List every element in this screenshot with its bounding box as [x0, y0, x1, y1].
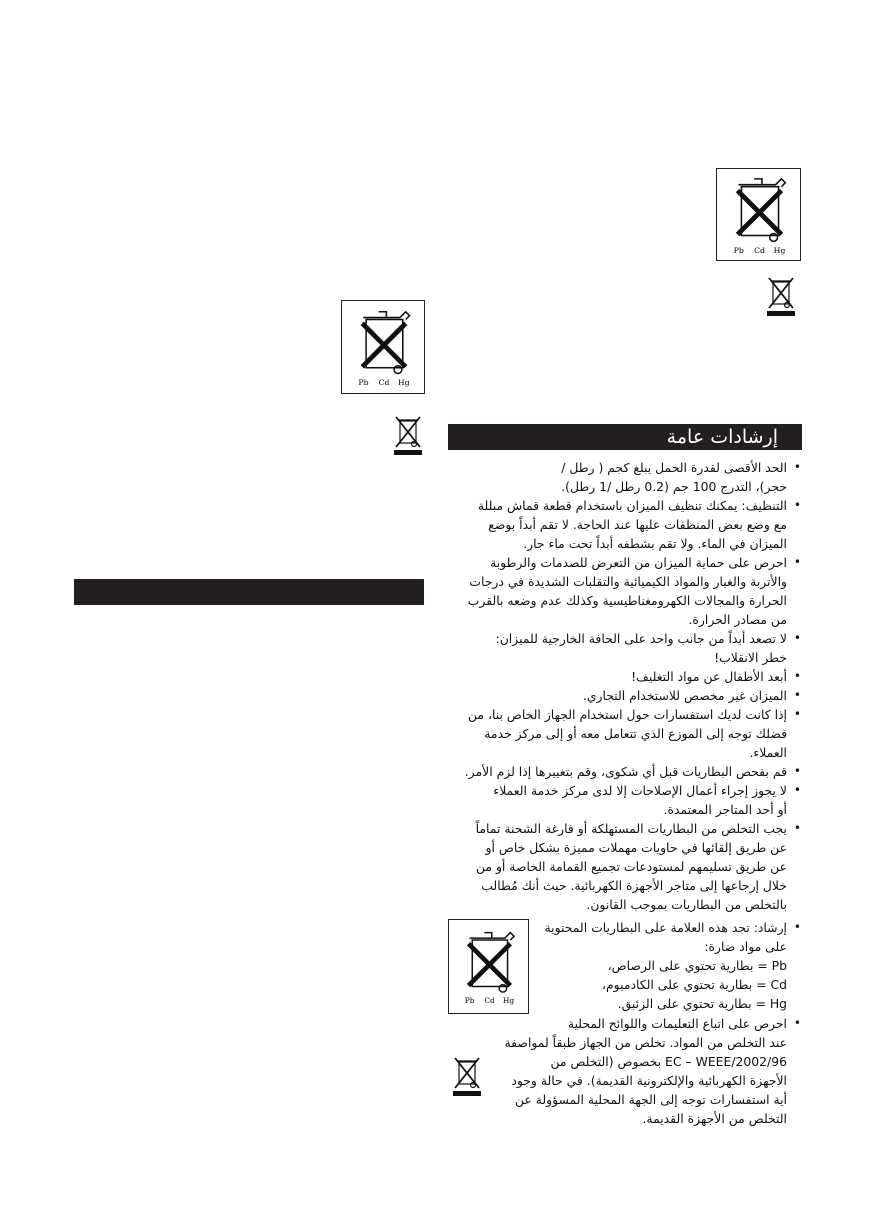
pb-label: Pb	[464, 996, 475, 1006]
list-item: • إرشاد: تجد هذه العلامة على البطاريات المحتوية على مواد ضارة: Pb = بطارية تحتوي على الرصاص، Cd = بطارية تحتوي على الكادميوم، Hg = بطارية تحتوي على الزئبق.	[535, 918, 801, 1013]
list-item: • الميزان غير مخصص للاستخدام التجاري.	[455, 686, 801, 705]
left-section-bar	[74, 579, 424, 605]
battery-note	[535, 918, 801, 1013]
battery-disposal-symbol-left	[341, 300, 425, 394]
cd-label: Cd	[378, 378, 390, 388]
weee-symbol-top	[766, 275, 796, 317]
list-item: • التنظيف: يمكنك تنظيف الميزان باستخدام قطعة قماش مبللة مع وضع بعض المنظفات عليها عند الحاجة. لا تقم أبداً بوضع الميزان في الماء. ولا تقم بشطفه أبداً تحت ماء جار.	[455, 496, 801, 553]
cd-label: Cd	[484, 996, 495, 1006]
section-heading: إرشادات عامة	[666, 426, 778, 448]
battery-disposal-symbol-top	[716, 168, 801, 261]
hg-label: Hg	[502, 996, 515, 1006]
list-item: • الحد الأقصى لقدرة الحمل يبلغ كجم ( رطل / حجر)، التدرج 100 جم (0.2 رطل /1 رطل).	[455, 458, 801, 496]
disposal-note	[486, 1014, 801, 1128]
crossed-bin-icon	[449, 920, 528, 1013]
crossed-bin-icon	[717, 169, 800, 260]
cd-label: Cd	[754, 246, 766, 256]
pb-label: Pb	[358, 378, 369, 388]
weee-bin-icon	[393, 414, 423, 456]
weee-bin-icon	[766, 275, 796, 317]
weee-bin-icon	[452, 1054, 482, 1098]
list-item: • لا تصعد أبداً من جانب واحد على الحافة الخارجية للميزان: خطر الانقلاب!	[455, 629, 801, 667]
pb-label: Pb	[733, 246, 744, 256]
crossed-bin-icon	[342, 301, 424, 393]
instructions-list	[455, 458, 801, 914]
instructions-column	[455, 458, 801, 914]
list-item: • قم بفحص البطاريات قبل أي شكوى، وقم بتغييرها إذا لزم الأمر.	[455, 762, 801, 781]
list-item: • إذا كانت لديك استفسارات حول استخدام الجهاز الخاص بنا، من فضلك توجه إلى الموزع الذي تتعامل معه أو إلى مركز خدمة العملاء.	[455, 705, 801, 762]
list-item: • احرص على حماية الميزان من التعرض للصدمات والرطوبة والأتربة والغبار والمواد الكيميائية والتقلبات الشديدة في درجات الحرارة والمجالات الكهرومغناطيسية وكذلك عدم وضعه بالقرب من مصادر الحرارة.	[455, 553, 801, 629]
list-item: • احرص على اتباع التعليمات واللوائح المحلية عند التخلص من المواد. تخلص من الجهاز طبقاً لمواصفة 2002/96/EC – WEEE بخصوص (التخلص من الأجهزة الكهربائية والإلكترونية القديمة). في حالة وجود أية استفسارات توجه إلى الجهة المحلية المسؤولة عن التخلص من الأجهزة القديمة.	[486, 1014, 801, 1128]
section-heading-bar	[448, 424, 802, 450]
list-item: • لا يجوز إجراء أعمال الإصلاحات إلا لدى مركز خدمة العملاء أو أحد المتاجر المعتمدة.	[455, 781, 801, 819]
weee-symbol-left	[393, 414, 423, 456]
hg-label: Hg	[773, 246, 786, 256]
hg-label: Hg	[397, 378, 410, 388]
battery-disposal-symbol-note	[448, 919, 529, 1014]
list-item: • أبعد الأطفال عن مواد التغليف!	[455, 667, 801, 686]
weee-symbol-note	[452, 1054, 482, 1098]
list-item: • يجب التخلص من البطاريات المستهلكة أو فارغة الشحنة تماماً عن طريق إلقائها في حاويات مهملات مميزة بشكل خاص أو عن طريق تسليمهم لمستودعات تجميع القمامة الخاصة أو من خلال إرجاعها إلى متاجر الأجهزة الكهربائية. حيث أنك مُطالب بالتخلص من البطاريات بموجب القانون.	[455, 819, 801, 914]
